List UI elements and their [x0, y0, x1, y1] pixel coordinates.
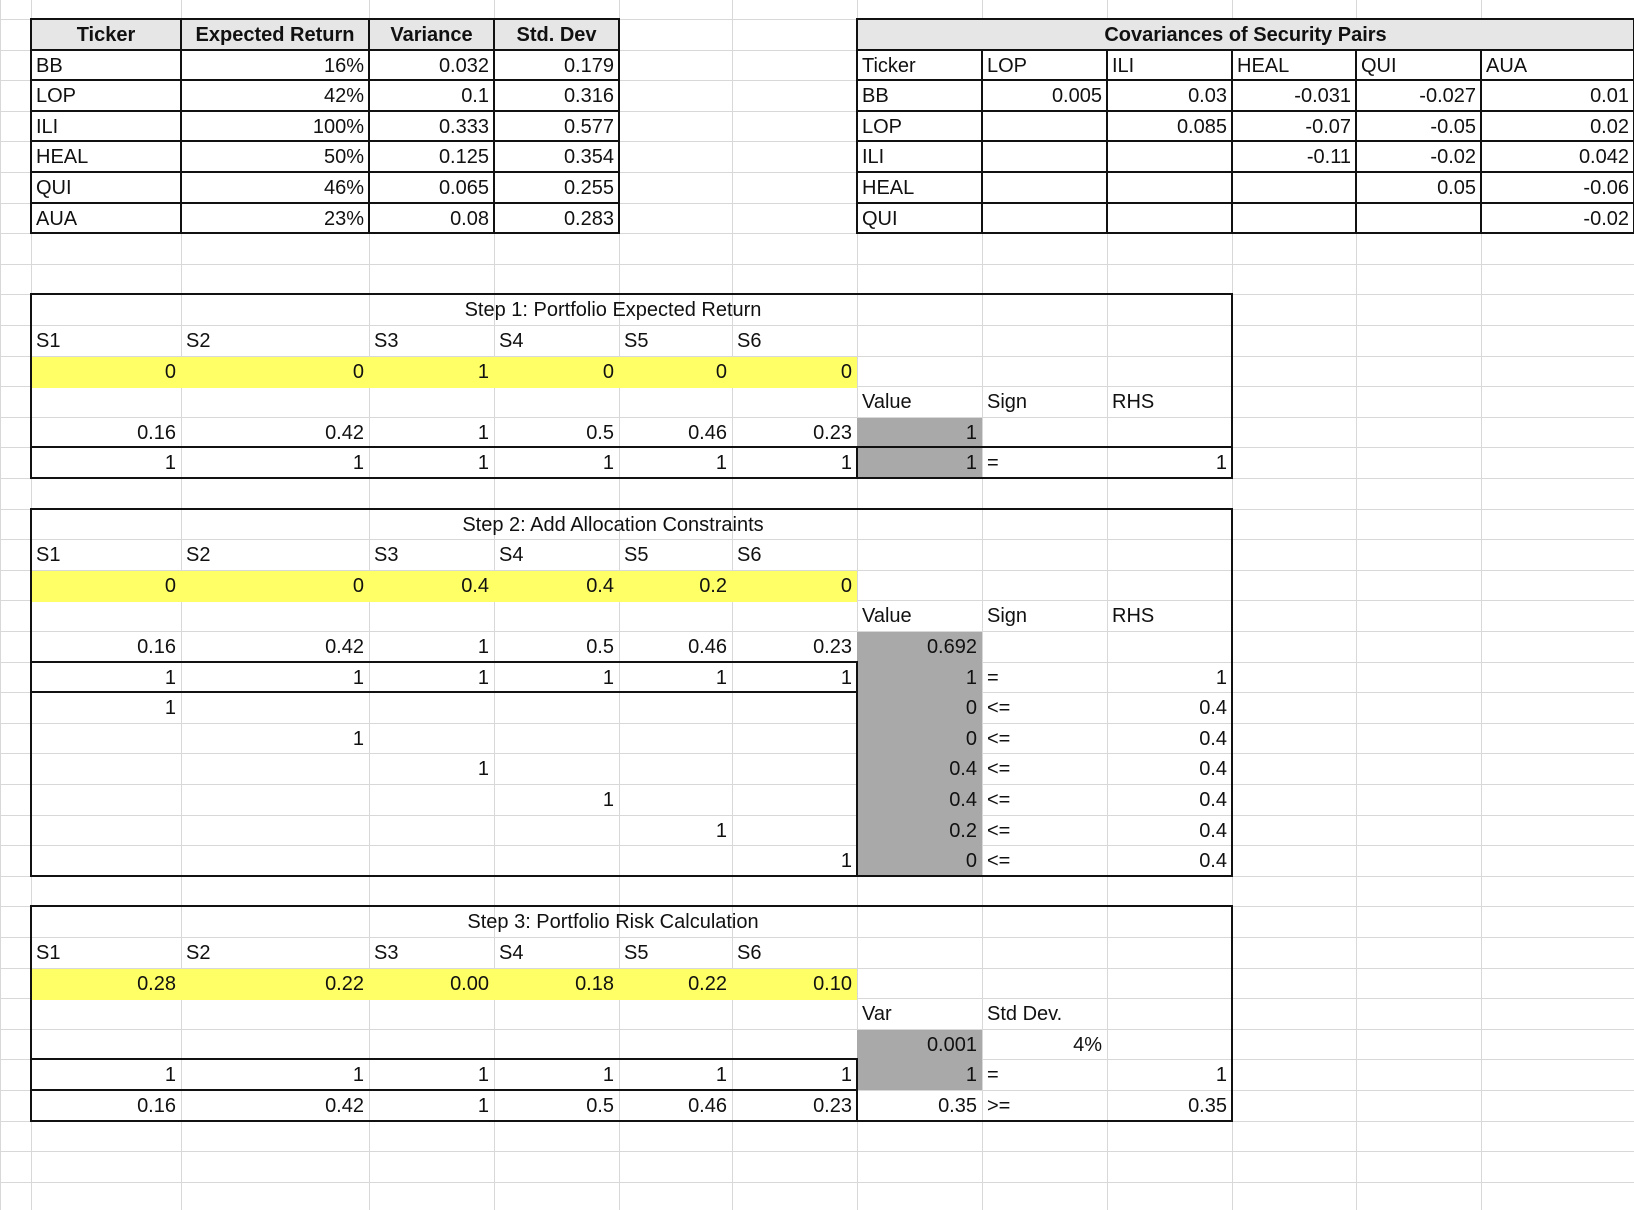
step3-cell[interactable]: 0.35	[938, 1095, 977, 1117]
step2-cell[interactable]: 0.23	[813, 636, 852, 658]
step2-sign[interactable]: <=	[987, 789, 1011, 811]
step2-rhs[interactable]: 0.4	[1199, 820, 1227, 842]
step1-cell[interactable]: 0.16	[137, 422, 176, 444]
securities-row-rule	[30, 171, 620, 173]
covariance-row-rule	[856, 171, 1634, 173]
step2-cell[interactable]: 0.4	[949, 789, 977, 811]
step2-col-head[interactable]: Sign	[987, 605, 1028, 627]
step2-cell[interactable]: 1	[840, 667, 852, 689]
step1-col-rule	[856, 446, 858, 479]
step3-row-rule	[30, 1089, 858, 1091]
covariance-header[interactable]: ILI	[1112, 55, 1135, 77]
securities-cell[interactable]: 0.1	[461, 85, 489, 107]
gridline-horizontal	[0, 784, 1634, 785]
step2-col-head[interactable]: Value	[862, 605, 912, 627]
step1-cell[interactable]: 0.46	[688, 422, 727, 444]
covariance-row-rule	[856, 140, 1634, 142]
step1-col-head[interactable]: RHS	[1112, 391, 1155, 413]
step2-rhs[interactable]: 0.4	[1199, 728, 1227, 750]
step1-label[interactable]: S2	[186, 330, 211, 352]
step2-cell[interactable]: 1	[840, 850, 852, 872]
securities-row-rule	[30, 110, 620, 112]
step1-cell[interactable]: 1	[965, 422, 977, 444]
step1-col-head[interactable]: Sign	[987, 391, 1028, 413]
step2-sign[interactable]: <=	[987, 758, 1011, 780]
securities-cell[interactable]: 50%	[323, 146, 364, 168]
securities-cell[interactable]: 100%	[312, 116, 364, 138]
step3-weight[interactable]: 0.22	[688, 973, 727, 995]
step3-cell[interactable]: 0.5	[586, 1095, 614, 1117]
step1-cell[interactable]: 0.23	[813, 422, 852, 444]
step2-label[interactable]: S1	[36, 544, 61, 566]
securities-cell[interactable]: 0.283	[563, 208, 614, 230]
step3-col-rule	[856, 1058, 858, 1122]
securities-col-rule	[180, 18, 182, 234]
covariance-cell[interactable]: BB	[862, 85, 889, 107]
step2-rhs[interactable]: 0.4	[1199, 789, 1227, 811]
step2-cell[interactable]: 1	[477, 636, 489, 658]
covariance-cell[interactable]: 0.01	[1590, 85, 1629, 107]
securities-cell[interactable]: 0.179	[563, 55, 614, 77]
step2-sign[interactable]: <=	[987, 728, 1011, 750]
step3-weight[interactable]: 0.28	[137, 973, 176, 995]
securities-cell[interactable]: ILI	[36, 116, 59, 138]
covariance-header[interactable]: HEAL	[1237, 55, 1290, 77]
securities-col-rule	[368, 18, 370, 234]
covariance-col-rule	[1231, 49, 1233, 234]
step3-weight[interactable]: 0.18	[575, 973, 614, 995]
step2-cell[interactable]: 0.4	[949, 758, 977, 780]
securities-cell[interactable]: HEAL	[36, 146, 89, 168]
step2-cell[interactable]: 0.46	[688, 636, 727, 658]
gridline-horizontal	[0, 815, 1634, 816]
securities-cell[interactable]: 0.333	[438, 116, 489, 138]
step3-row-rule	[30, 1058, 858, 1060]
covariance-col-rule	[1355, 49, 1357, 234]
securities-header[interactable]: Expected Return	[195, 24, 355, 46]
covariance-header[interactable]: Ticker	[862, 55, 916, 77]
step1-title[interactable]: Step 1: Portfolio Expected Return	[464, 299, 762, 321]
step3-cell[interactable]: 1	[477, 1095, 489, 1117]
step2-cell[interactable]: 1	[715, 820, 727, 842]
covariance-cell[interactable]: -0.027	[1419, 85, 1476, 107]
covariance-col-rule	[1480, 49, 1482, 234]
securities-cell[interactable]: 0.354	[563, 146, 614, 168]
step1-label[interactable]: S5	[624, 330, 649, 352]
step1-sign[interactable]: =	[987, 452, 999, 474]
covariance-cell[interactable]: -0.02	[1430, 146, 1476, 168]
covariance-row-rule	[856, 110, 1634, 112]
step3-sign[interactable]: >=	[987, 1095, 1011, 1117]
step2-weight[interactable]: 0.4	[586, 575, 614, 597]
step2-cell[interactable]: 0.5	[586, 636, 614, 658]
step1-cell[interactable]: 1	[477, 422, 489, 444]
step1-label[interactable]: S1	[36, 330, 61, 352]
step3-label[interactable]: S1	[36, 942, 61, 964]
step3-cell[interactable]: 0.16	[137, 1095, 176, 1117]
covariance-header[interactable]: LOP	[987, 55, 1028, 77]
step2-weight[interactable]: 0	[352, 575, 364, 597]
step2-rhs[interactable]: 0.4	[1199, 697, 1227, 719]
step2-rhs[interactable]: 0.4	[1199, 758, 1227, 780]
covariance-cell[interactable]: LOP	[862, 116, 903, 138]
step2-sign[interactable]: <=	[987, 850, 1011, 872]
step2-row-rule	[30, 661, 858, 663]
covariance-cell[interactable]: -0.05	[1430, 116, 1476, 138]
step3-std-value[interactable]: 4%	[1073, 1034, 1102, 1056]
step2-sign[interactable]: =	[987, 667, 999, 689]
covariance-cell[interactable]: 0.05	[1437, 177, 1476, 199]
step1-cell[interactable]: 0.5	[586, 422, 614, 444]
step2-weight[interactable]: 0	[164, 575, 176, 597]
step3-label[interactable]: S6	[737, 942, 762, 964]
step3-col-head[interactable]: Var	[862, 1003, 892, 1025]
securities-header[interactable]: Std. Dev	[516, 24, 597, 46]
step2-weight[interactable]: 0.4	[461, 575, 489, 597]
step2-cell[interactable]: 1	[477, 758, 489, 780]
step1-cell[interactable]: 1	[477, 452, 489, 474]
covariance-row-rule	[856, 49, 1634, 51]
securities-cell[interactable]: 0.316	[563, 85, 614, 107]
step1-weight[interactable]: 0	[840, 361, 852, 383]
step2-cell[interactable]: 1	[352, 728, 364, 750]
step2-cell[interactable]: 1	[352, 667, 364, 689]
step2-label[interactable]: S4	[499, 544, 524, 566]
step2-cell[interactable]: 1	[477, 667, 489, 689]
covariance-cell[interactable]: -0.07	[1305, 116, 1351, 138]
step1-cell[interactable]: 1	[602, 452, 614, 474]
step3-rhs[interactable]: 1	[1215, 1064, 1227, 1086]
covariance-cell[interactable]: -0.02	[1583, 208, 1629, 230]
securities-header[interactable]: Variance	[390, 24, 473, 46]
step3-cell[interactable]: 0.42	[325, 1095, 364, 1117]
securities-header[interactable]: Ticker	[76, 24, 136, 46]
gridline-horizontal	[0, 1151, 1634, 1152]
covariance-col-rule	[1106, 49, 1108, 234]
covariance-cell[interactable]: 0.03	[1188, 85, 1227, 107]
covariance-header[interactable]: AUA	[1486, 55, 1528, 77]
covariance-cell[interactable]: QUI	[862, 208, 898, 230]
step1-label[interactable]: S3	[374, 330, 399, 352]
securities-row-rule	[30, 79, 620, 81]
step3-rhs[interactable]: 0.35	[1188, 1095, 1227, 1117]
step3-label[interactable]: S3	[374, 942, 399, 964]
step1-cell[interactable]: 1	[965, 452, 977, 474]
step3-cell[interactable]: 1	[602, 1064, 614, 1086]
gridline-horizontal	[0, 264, 1634, 265]
step3-label[interactable]: S4	[499, 942, 524, 964]
securities-cell[interactable]: BB	[36, 55, 63, 77]
step3-cell[interactable]: 1	[840, 1064, 852, 1086]
covariance-header[interactable]: QUI	[1361, 55, 1397, 77]
step1-weight[interactable]: 0	[715, 361, 727, 383]
covariance-cell[interactable]: 0.005	[1051, 85, 1102, 107]
step1-weight[interactable]: 0	[164, 361, 176, 383]
step2-cell[interactable]: 0	[965, 728, 977, 750]
securities-col-rule	[493, 18, 495, 234]
securities-cell[interactable]: 0.08	[450, 208, 489, 230]
step2-cell[interactable]: 1	[602, 667, 614, 689]
step3-label[interactable]: S2	[186, 942, 211, 964]
step1-rhs[interactable]: 1	[1215, 452, 1227, 474]
securities-cell[interactable]: 0.065	[438, 177, 489, 199]
securities-cell[interactable]: 0.255	[563, 177, 614, 199]
securities-cell[interactable]: 0.032	[438, 55, 489, 77]
step1-cell[interactable]: 1	[164, 452, 176, 474]
securities-cell[interactable]: 16%	[323, 55, 364, 77]
step1-cell[interactable]: 1	[352, 452, 364, 474]
step1-weight[interactable]: 0	[352, 361, 364, 383]
covariance-cell[interactable]: -0.06	[1583, 177, 1629, 199]
step2-cell[interactable]: 0.692	[926, 636, 977, 658]
step3-weight[interactable]: 0.10	[813, 973, 852, 995]
covariance-col-rule	[981, 49, 983, 234]
covariance-cell[interactable]: -0.11	[1306, 146, 1351, 168]
step3-cell[interactable]: 0.23	[813, 1095, 852, 1117]
securities-row-rule	[30, 140, 620, 142]
covariance-cell[interactable]: ILI	[862, 146, 885, 168]
step2-sign[interactable]: <=	[987, 697, 1011, 719]
step2-sign[interactable]: <=	[987, 820, 1011, 842]
step2-label[interactable]: S5	[624, 544, 649, 566]
covariance-row-rule	[856, 202, 1634, 204]
covariance-title[interactable]: Covariances of Security Pairs	[1104, 24, 1387, 46]
covariance-row-rule	[856, 79, 1634, 81]
step2-label[interactable]: S2	[186, 544, 211, 566]
covariance-cell[interactable]: HEAL	[862, 177, 915, 199]
covariance-cell[interactable]: 0.085	[1176, 116, 1227, 138]
step1-label[interactable]: S6	[737, 330, 762, 352]
step1-cell[interactable]: 0.42	[325, 422, 364, 444]
securities-cell[interactable]: 42%	[323, 85, 364, 107]
step2-cell[interactable]: 0	[965, 697, 977, 719]
step2-cell[interactable]: 1	[965, 667, 977, 689]
step2-label[interactable]: S3	[374, 544, 399, 566]
covariance-cell[interactable]: 0.042	[1578, 146, 1629, 168]
step3-cell[interactable]: 1	[965, 1064, 977, 1086]
step3-sign[interactable]: =	[987, 1064, 999, 1086]
securities-cell[interactable]: AUA	[36, 208, 78, 230]
step3-col-head[interactable]: Std Dev.	[987, 1003, 1063, 1025]
step1-weight[interactable]: 0	[602, 361, 614, 383]
gridline-horizontal	[0, 1182, 1634, 1183]
securities-cell[interactable]: 0.577	[563, 116, 614, 138]
gridline-horizontal	[0, 1029, 1634, 1030]
step2-cell[interactable]: 1	[602, 789, 614, 811]
securities-cell[interactable]: LOP	[36, 85, 77, 107]
step1-cell[interactable]: 1	[840, 452, 852, 474]
step1-row-rule	[30, 446, 1233, 448]
step2-cell[interactable]: 0.2	[949, 820, 977, 842]
step3-label[interactable]: S5	[624, 942, 649, 964]
securities-cell[interactable]: 23%	[323, 208, 364, 230]
securities-cell[interactable]: 0.125	[438, 146, 489, 168]
step2-cell[interactable]: 1	[164, 697, 176, 719]
step2-row-rule	[30, 691, 858, 693]
step3-var-value[interactable]: 0.001	[926, 1034, 977, 1056]
step2-cell[interactable]: 0.16	[137, 636, 176, 658]
step3-cell[interactable]: 1	[164, 1064, 176, 1086]
step2-rhs[interactable]: 1	[1215, 667, 1227, 689]
covariance-cell[interactable]: -0.031	[1294, 85, 1351, 107]
step2-cell[interactable]: 1	[715, 667, 727, 689]
covariance-cell[interactable]: 0.02	[1590, 116, 1629, 138]
step2-rhs[interactable]: 0.4	[1199, 850, 1227, 872]
step3-title[interactable]: Step 3: Portfolio Risk Calculation	[467, 911, 759, 933]
step2-col-head[interactable]: RHS	[1112, 605, 1155, 627]
step2-weight[interactable]: 0	[840, 575, 852, 597]
step1-label[interactable]: S4	[499, 330, 524, 352]
step2-cell[interactable]: 0	[965, 850, 977, 872]
step3-cell[interactable]: 0.46	[688, 1095, 727, 1117]
step3-cell[interactable]: 1	[715, 1064, 727, 1086]
securities-row-rule	[30, 202, 620, 204]
step1-col-head[interactable]: Value	[862, 391, 912, 413]
step2-cell[interactable]: 1	[164, 667, 176, 689]
step2-title[interactable]: Step 2: Add Allocation Constraints	[462, 514, 764, 536]
step1-weight[interactable]: 1	[477, 361, 489, 383]
step3-weight[interactable]: 0.00	[450, 973, 489, 995]
step1-cell[interactable]: 1	[715, 452, 727, 474]
step2-col-rule	[856, 661, 858, 877]
step2-cell[interactable]: 0.42	[325, 636, 364, 658]
securities-cell[interactable]: QUI	[36, 177, 72, 199]
step2-label[interactable]: S6	[737, 544, 762, 566]
step2-weight[interactable]: 0.2	[699, 575, 727, 597]
step3-weight[interactable]: 0.22	[325, 973, 364, 995]
step3-cell[interactable]: 1	[352, 1064, 364, 1086]
step3-cell[interactable]: 1	[477, 1064, 489, 1086]
securities-cell[interactable]: 46%	[323, 177, 364, 199]
securities-row-rule	[30, 49, 620, 51]
